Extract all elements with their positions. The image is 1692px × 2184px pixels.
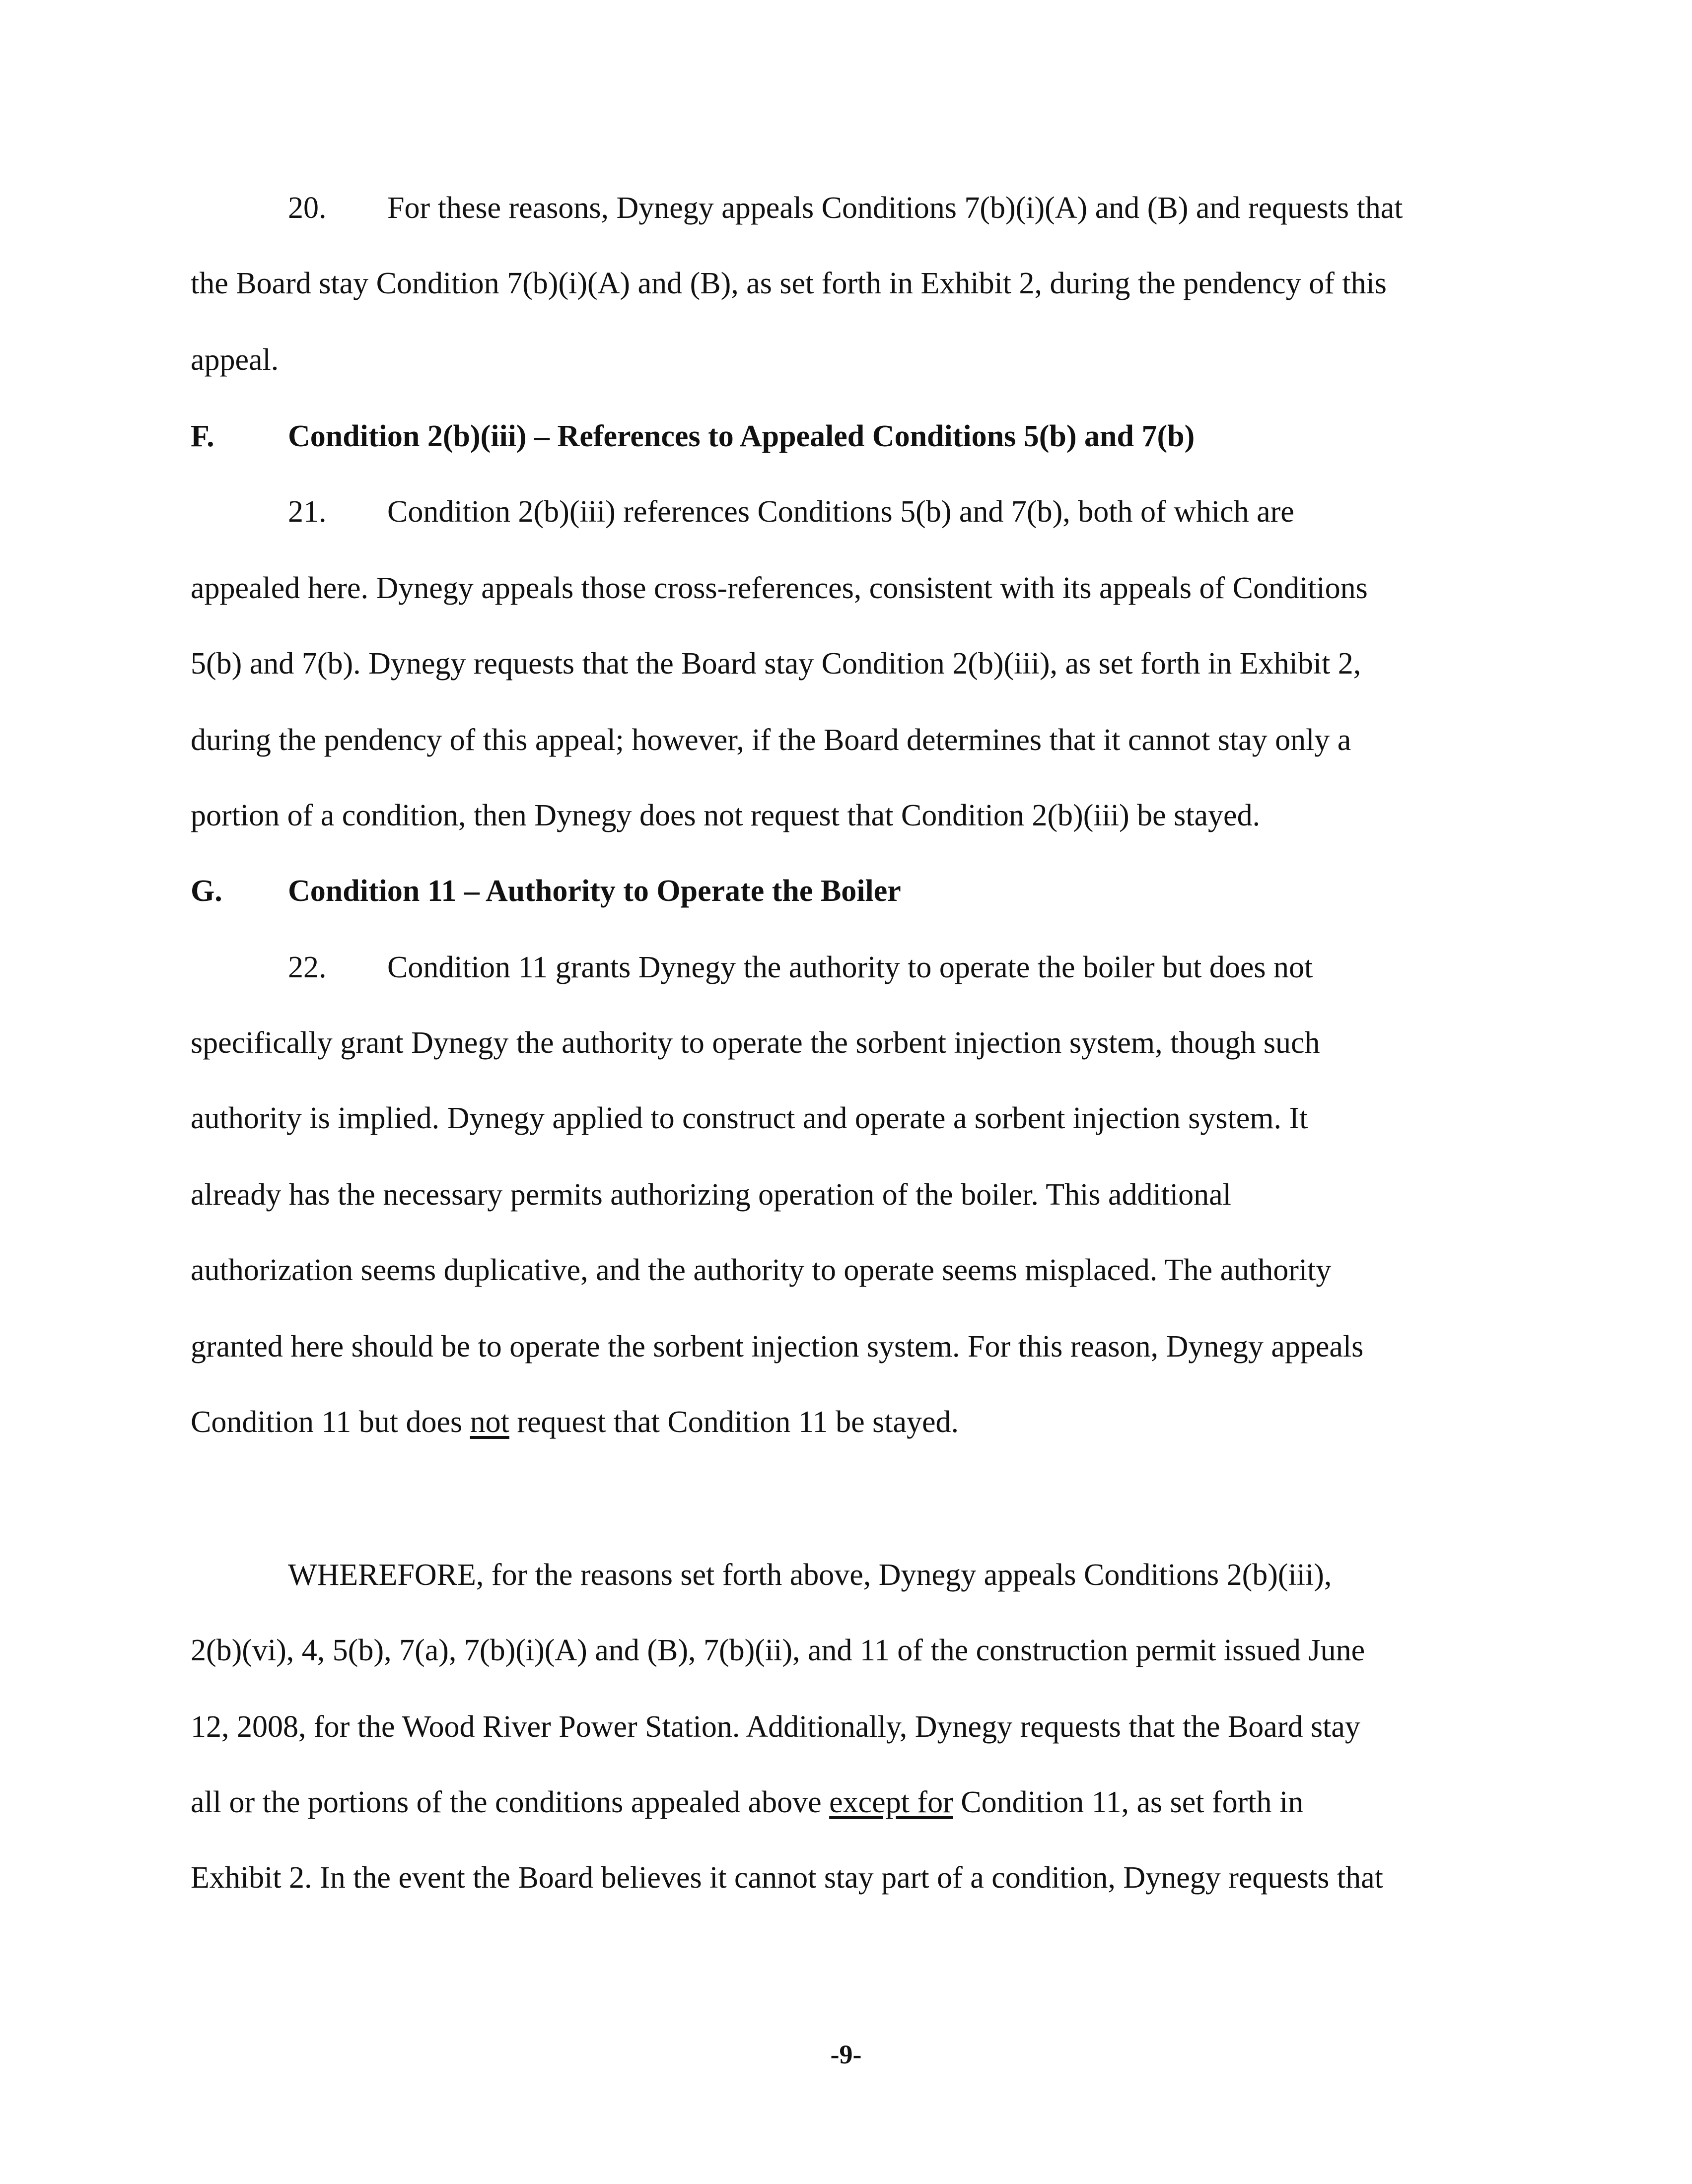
para-22-line-7-pre: Condition 11 but does [191,1405,470,1439]
wherefore-line-3: 12, 2008, for the Wood River Power Station. Additionally, Dynegy requests that the Board stay [191,1710,1360,1744]
section-g-heading [191,876,901,906]
wherefore-underlined-except-for: except for [829,1785,953,1819]
para-21-line-1 [288,496,1294,527]
wherefore-line-4-pre: all or the portions of the conditions appealed above [191,1785,830,1819]
para-22-underlined-not: not [470,1405,509,1439]
para-20-line-2: the Board stay Condition 7(b)(i)(A) and (B), as set forth in Exhibit 2, during the pendency of this [191,267,1387,300]
para-21-line-4: during the pendency of this appeal; however, if the Board determines that it cannot stay only a [191,723,1351,757]
section-f-heading [191,421,1195,452]
para-22-line-4: already has the necessary permits authorizing operation of the boiler. This additional [191,1178,1231,1212]
para-21-line-3: 5(b) and 7(b). Dynegy requests that the Board stay Condition 2(b)(iii), as set forth in Exhibit 2, [191,647,1361,681]
para-22-line-3: authority is implied. Dynegy applied to construct and operate a sorbent injection system. It [191,1101,1308,1135]
section-g-label: G. [191,874,222,908]
para-20-text: For these reasons, Dynegy appeals Conditions 7(b)(i)(A) and (B) and requests that [387,191,1403,225]
para-22-line-2: specifically grant Dynegy the authority to operate the sorbent injection system, though such [191,1026,1320,1060]
wherefore-line-2: 2(b)(vi), 4, 5(b), 7(a), 7(b)(i)(A) and (B), 7(b)(ii), and 11 of the construction permit issued June [191,1634,1365,1667]
section-g-title: Condition 11 – Authority to Operate the Boiler [288,874,901,908]
para-20-line-1 [288,193,1403,223]
para-22-line-6: granted here should be to operate the sorbent injection system. For this reason, Dynegy appeals [191,1330,1364,1364]
section-f-title: Condition 2(b)(iii) – References to Appealed Conditions 5(b) and 7(b) [288,419,1195,453]
section-f-label: F. [191,419,214,453]
para-20-line-3: appeal. [191,343,279,377]
wherefore-line-4-post: Condition 11, as set forth in [953,1785,1304,1819]
page-number: -9- [830,2040,862,2069]
para-22-text: Condition 11 grants Dynegy the authority to operate the boiler but does not [387,951,1313,984]
para-22-number: 22. [288,951,327,984]
para-22-line-7-post: request that Condition 11 be stayed. [509,1405,959,1439]
wherefore-line-4 [191,1787,1303,1818]
para-21-number: 21. [288,495,327,529]
wherefore-line-5: Exhibit 2. In the event the Board believes it cannot stay part of a condition, Dynegy requests that [191,1861,1383,1895]
para-22-line-7 [191,1407,959,1437]
para-22-line-5: authorization seems duplicative, and the authority to operate seems misplaced. The authority [191,1253,1332,1287]
para-22-line-1 [288,952,1313,983]
para-20-number: 20. [288,191,327,225]
para-21-text: Condition 2(b)(iii) references Conditions 5(b) and 7(b), both of which are [387,495,1294,529]
para-21-line-2: appealed here. Dynegy appeals those cross-references, consistent with its appeals of Conditions [191,571,1368,605]
para-21-line-5: portion of a condition, then Dynegy does not request that Condition 2(b)(iii) be stayed. [191,799,1261,832]
wherefore-line-1: WHEREFORE, for the reasons set forth above, Dynegy appeals Conditions 2(b)(iii), [288,1558,1332,1592]
